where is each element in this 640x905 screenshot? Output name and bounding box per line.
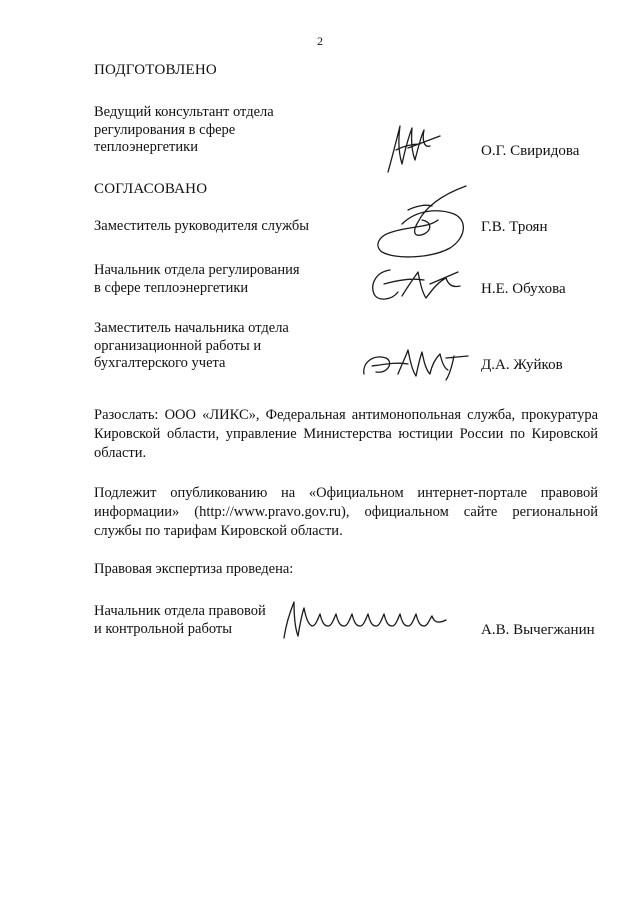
signatory-name: Н.Е. Обухова xyxy=(481,281,566,297)
signature-troyan xyxy=(372,180,482,264)
signatory-position-line: бухгалтерского учета xyxy=(94,355,226,371)
distribution-list: Разослать: ООО «ЛИКС», Федеральная антимонопольная служба, прокуратура Кировской области, управление Министерства юстиции России по Кировской области. xyxy=(94,407,598,461)
prepared-position-line: Ведущий консультант отдела xyxy=(94,104,274,120)
signatory-position-line: организационной работы и xyxy=(94,337,262,354)
signatory-position-line: Заместитель начальника отдела xyxy=(94,320,289,336)
legal-signatory-position-line: и контрольной работы xyxy=(94,620,232,637)
page-number: 2 xyxy=(317,34,323,48)
signature-obukhova xyxy=(368,262,464,306)
signature-sviridova xyxy=(382,118,444,176)
prepared-position-line: теплоэнергетики xyxy=(94,139,198,155)
legal-signatory-name: А.В. Вычегжанин xyxy=(481,622,595,638)
publication-note: Подлежит опубликованию на «Официальном интернет-портале правовой информации» (http://www.pravo.gov.ru), официальном сайте региональной службы по тарифам Кировской области. xyxy=(94,485,598,539)
legal-signatory-position-line: Начальник отдела правовой xyxy=(94,603,266,619)
prepared-name: О.Г. Свиридова xyxy=(481,143,580,159)
signatory-position-line: Начальник отдела регулирования xyxy=(94,262,300,278)
agreed-heading: СОГЛАСОВАНО xyxy=(94,181,208,197)
signatory-position-line: в сфере теплоэнергетики xyxy=(94,279,249,296)
signatory-position xyxy=(94,218,309,236)
signatory-position-line: Заместитель руководителя службы xyxy=(94,218,310,234)
signatory-position xyxy=(94,262,300,297)
signature-vychegzhanin xyxy=(280,598,452,644)
legal-signatory-position xyxy=(94,603,266,638)
prepared-position xyxy=(94,104,274,157)
signatory-position xyxy=(94,320,289,373)
signature-zhuykov xyxy=(358,344,470,384)
legal-review-note: Правовая экспертиза проведена: xyxy=(94,561,294,577)
signatory-name: Г.В. Троян xyxy=(481,219,548,235)
prepared-heading: ПОДГОТОВЛЕНО xyxy=(94,62,217,78)
prepared-position-line: регулирования в сфере xyxy=(94,121,236,138)
signatory-name: Д.А. Жуйков xyxy=(481,357,563,373)
